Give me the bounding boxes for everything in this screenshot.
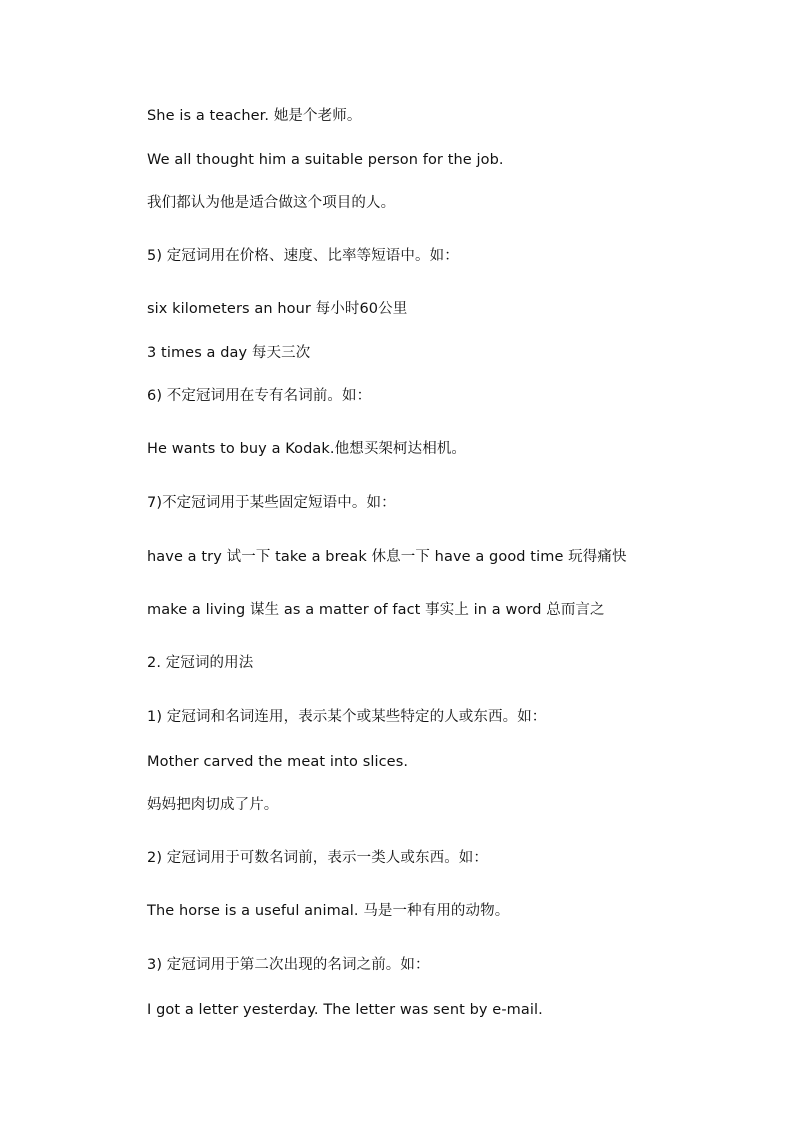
example-horse: The horse is a useful animal. 马是一种有用的动物。 — [147, 903, 510, 919]
translation-suitable-person: 我们都认为他是适合做这个项目的人。 — [147, 195, 396, 211]
fixed-phrases-line-1: have a try 试一下 take a break 休息一下 have a good time 玩得痛快 — [147, 549, 627, 565]
example-speed: six kilometers an hour 每小时60公里 — [147, 301, 408, 317]
rule-1-heading: 1) 定冠词和名词连用，表示某个或某些特定的人或东西。如： — [147, 709, 547, 725]
rule-6-heading: 6) 不定冠词用在专有名词前。如： — [147, 388, 372, 404]
section-2-heading: 2. 定冠词的用法 — [147, 655, 254, 671]
rule-2-heading: 2) 定冠词用于可数名词前，表示一类人或东西。如： — [147, 850, 488, 866]
example-sentence-suitable-person: We all thought him a suitable person for the job. — [147, 152, 504, 168]
fixed-phrases-line-2: make a living 谋生 as a matter of fact 事实上 in a word 总而言之 — [147, 602, 605, 618]
example-kodak: He wants to buy a Kodak.他想买架柯达相机。 — [147, 441, 467, 457]
rule-3-heading: 3) 定冠词用于第二次出现的名词之前。如： — [147, 957, 430, 973]
example-letter: I got a letter yesterday. The letter was sent by e-mail. — [147, 1002, 543, 1018]
example-meat-slices: Mother carved the meat into slices. — [147, 754, 409, 770]
rule-5-heading: 5) 定冠词用在价格、速度、比率等短语中。如： — [147, 248, 459, 264]
example-sentence-teacher: She is a teacher. 她是个老师。 — [147, 108, 362, 124]
example-frequency: 3 times a day 每天三次 — [147, 345, 311, 361]
translation-meat-slices: 妈妈把肉切成了片。 — [147, 797, 279, 813]
rule-7-heading: 7)不定冠词用于某些固定短语中。如： — [147, 495, 396, 511]
